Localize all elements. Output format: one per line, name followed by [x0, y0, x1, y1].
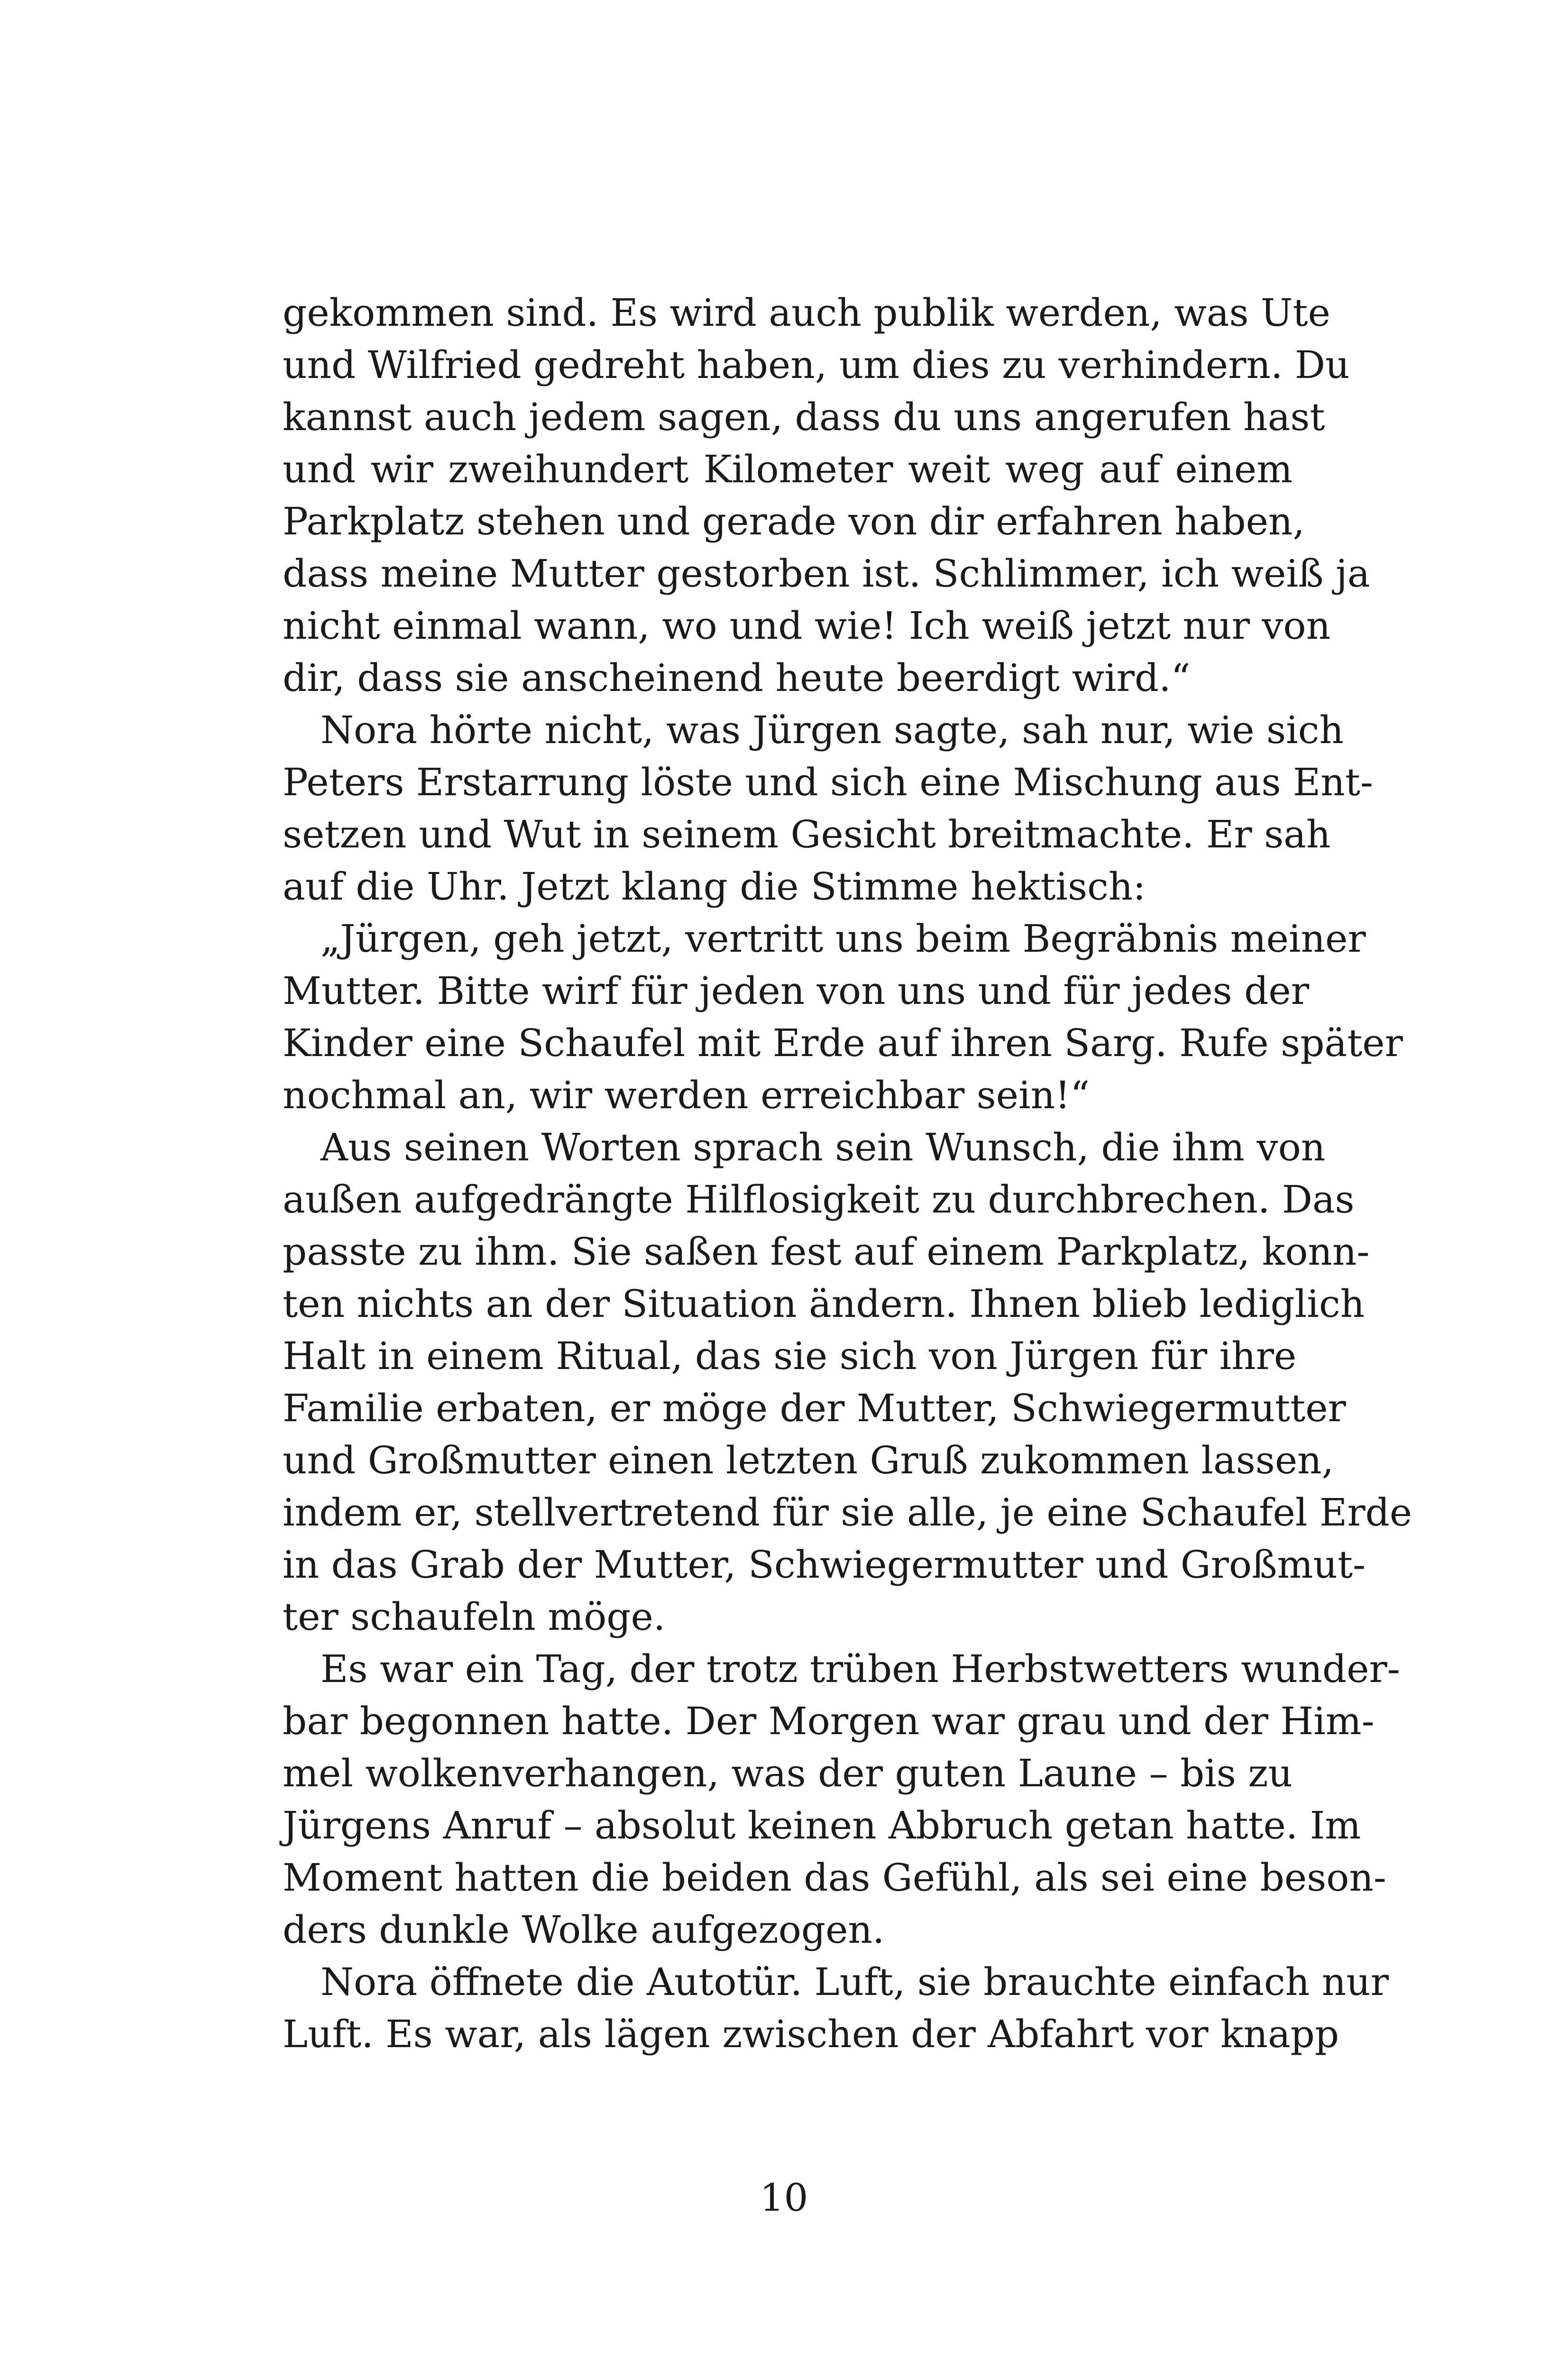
text-line: außen aufgedrängte Hilflosigkeit zu durchbrechen. Das: [283, 1177, 1355, 1222]
text-line: auf die Uhr. Jetzt klang die Stimme hektisch:: [283, 864, 1146, 909]
text-line: ten nichts an der Situation ändern. Ihnen blieb lediglich: [283, 1282, 1365, 1326]
text-line: Jürgens Anruf – absolut keinen Abbruch getan hatte. Im: [283, 1803, 1361, 1847]
text-line: ders dunkle Wolke aufgezogen.: [283, 1908, 885, 1952]
text-line: in das Grab der Mutter, Schwiegermutter und Großmut-: [283, 1543, 1366, 1587]
text-line: setzen und Wut in seinem Gesicht breitmachte. Er sah: [283, 812, 1331, 856]
text-line: „Jürgen, geh jetzt, vertritt uns beim Begräbnis meiner: [321, 917, 1366, 961]
text-line: Moment hatten die beiden das Gefühl, als sei eine beson-: [283, 1856, 1386, 1900]
page-number: 10: [760, 2176, 808, 2220]
text-line: und wir zweihundert Kilometer weit weg auf einem: [283, 447, 1293, 491]
text-line: nicht einmal wann, wo und wie! Ich weiß jetzt nur von: [283, 604, 1331, 648]
text-line: Luft. Es war, als lägen zwischen der Abfahrt vor knapp: [283, 2012, 1339, 2056]
text-line: passte zu ihm. Sie saßen fest auf einem Parkplatz, konn-: [283, 1230, 1370, 1274]
text-line: Nora hörte nicht, was Jürgen sagte, sah nur, wie sich: [321, 708, 1344, 752]
text-line: und Wilfried gedreht haben, um dies zu verhindern. Du: [283, 343, 1350, 387]
text-line: dass meine Mutter gestorben ist. Schlimmer, ich weiß ja: [283, 551, 1370, 596]
text-line: gekommen sind. Es wird auch publik werden, was Ute: [283, 291, 1330, 335]
text-line: dir, dass sie anscheinend heute beerdigt wird.“: [283, 656, 1191, 700]
body-text: [283, 287, 1412, 2060]
text-line: Nora öffnete die Autotür. Luft, sie brauchte einfach nur: [321, 1960, 1389, 2004]
text-line: indem er, stellvertretend für sie alle, je eine Schaufel Erde: [283, 1490, 1412, 1535]
text-line: Halt in einem Ritual, das sie sich von Jürgen für ihre: [283, 1334, 1297, 1378]
text-line: Kinder eine Schaufel mit Erde auf ihren Sarg. Rufe später: [283, 1021, 1403, 1065]
text-line: Mutter. Bitte wirf für jeden von uns und für jedes der: [283, 969, 1309, 1013]
text-line: und Großmutter einen letzten Gruß zukommen lassen,: [283, 1438, 1334, 1482]
text-line: mel wolkenverhangen, was der guten Laune – bis zu: [283, 1751, 1293, 1795]
text-line: nochmal an, wir werden erreichbar sein!“: [283, 1073, 1090, 1117]
text-line: bar begonnen hatte. Der Morgen war grau und der Him-: [283, 1699, 1375, 1743]
text-line: ter schaufeln möge.: [283, 1595, 666, 1639]
text-line: Familie erbaten, er möge der Mutter, Schwiegermutter: [283, 1386, 1346, 1430]
text-line: Aus seinen Worten sprach sein Wunsch, die ihm von: [321, 1125, 1326, 1169]
text-line: Es war ein Tag, der trotz trüben Herbstwetters wunder-: [321, 1647, 1400, 1691]
text-line: Parkplatz stehen und gerade von dir erfahren haben,: [283, 499, 1305, 543]
text-line: kannst auch jedem sagen, dass du uns angerufen hast: [283, 395, 1325, 439]
text-line: Peters Erstarrung löste und sich eine Mischung aus Ent-: [283, 760, 1373, 804]
